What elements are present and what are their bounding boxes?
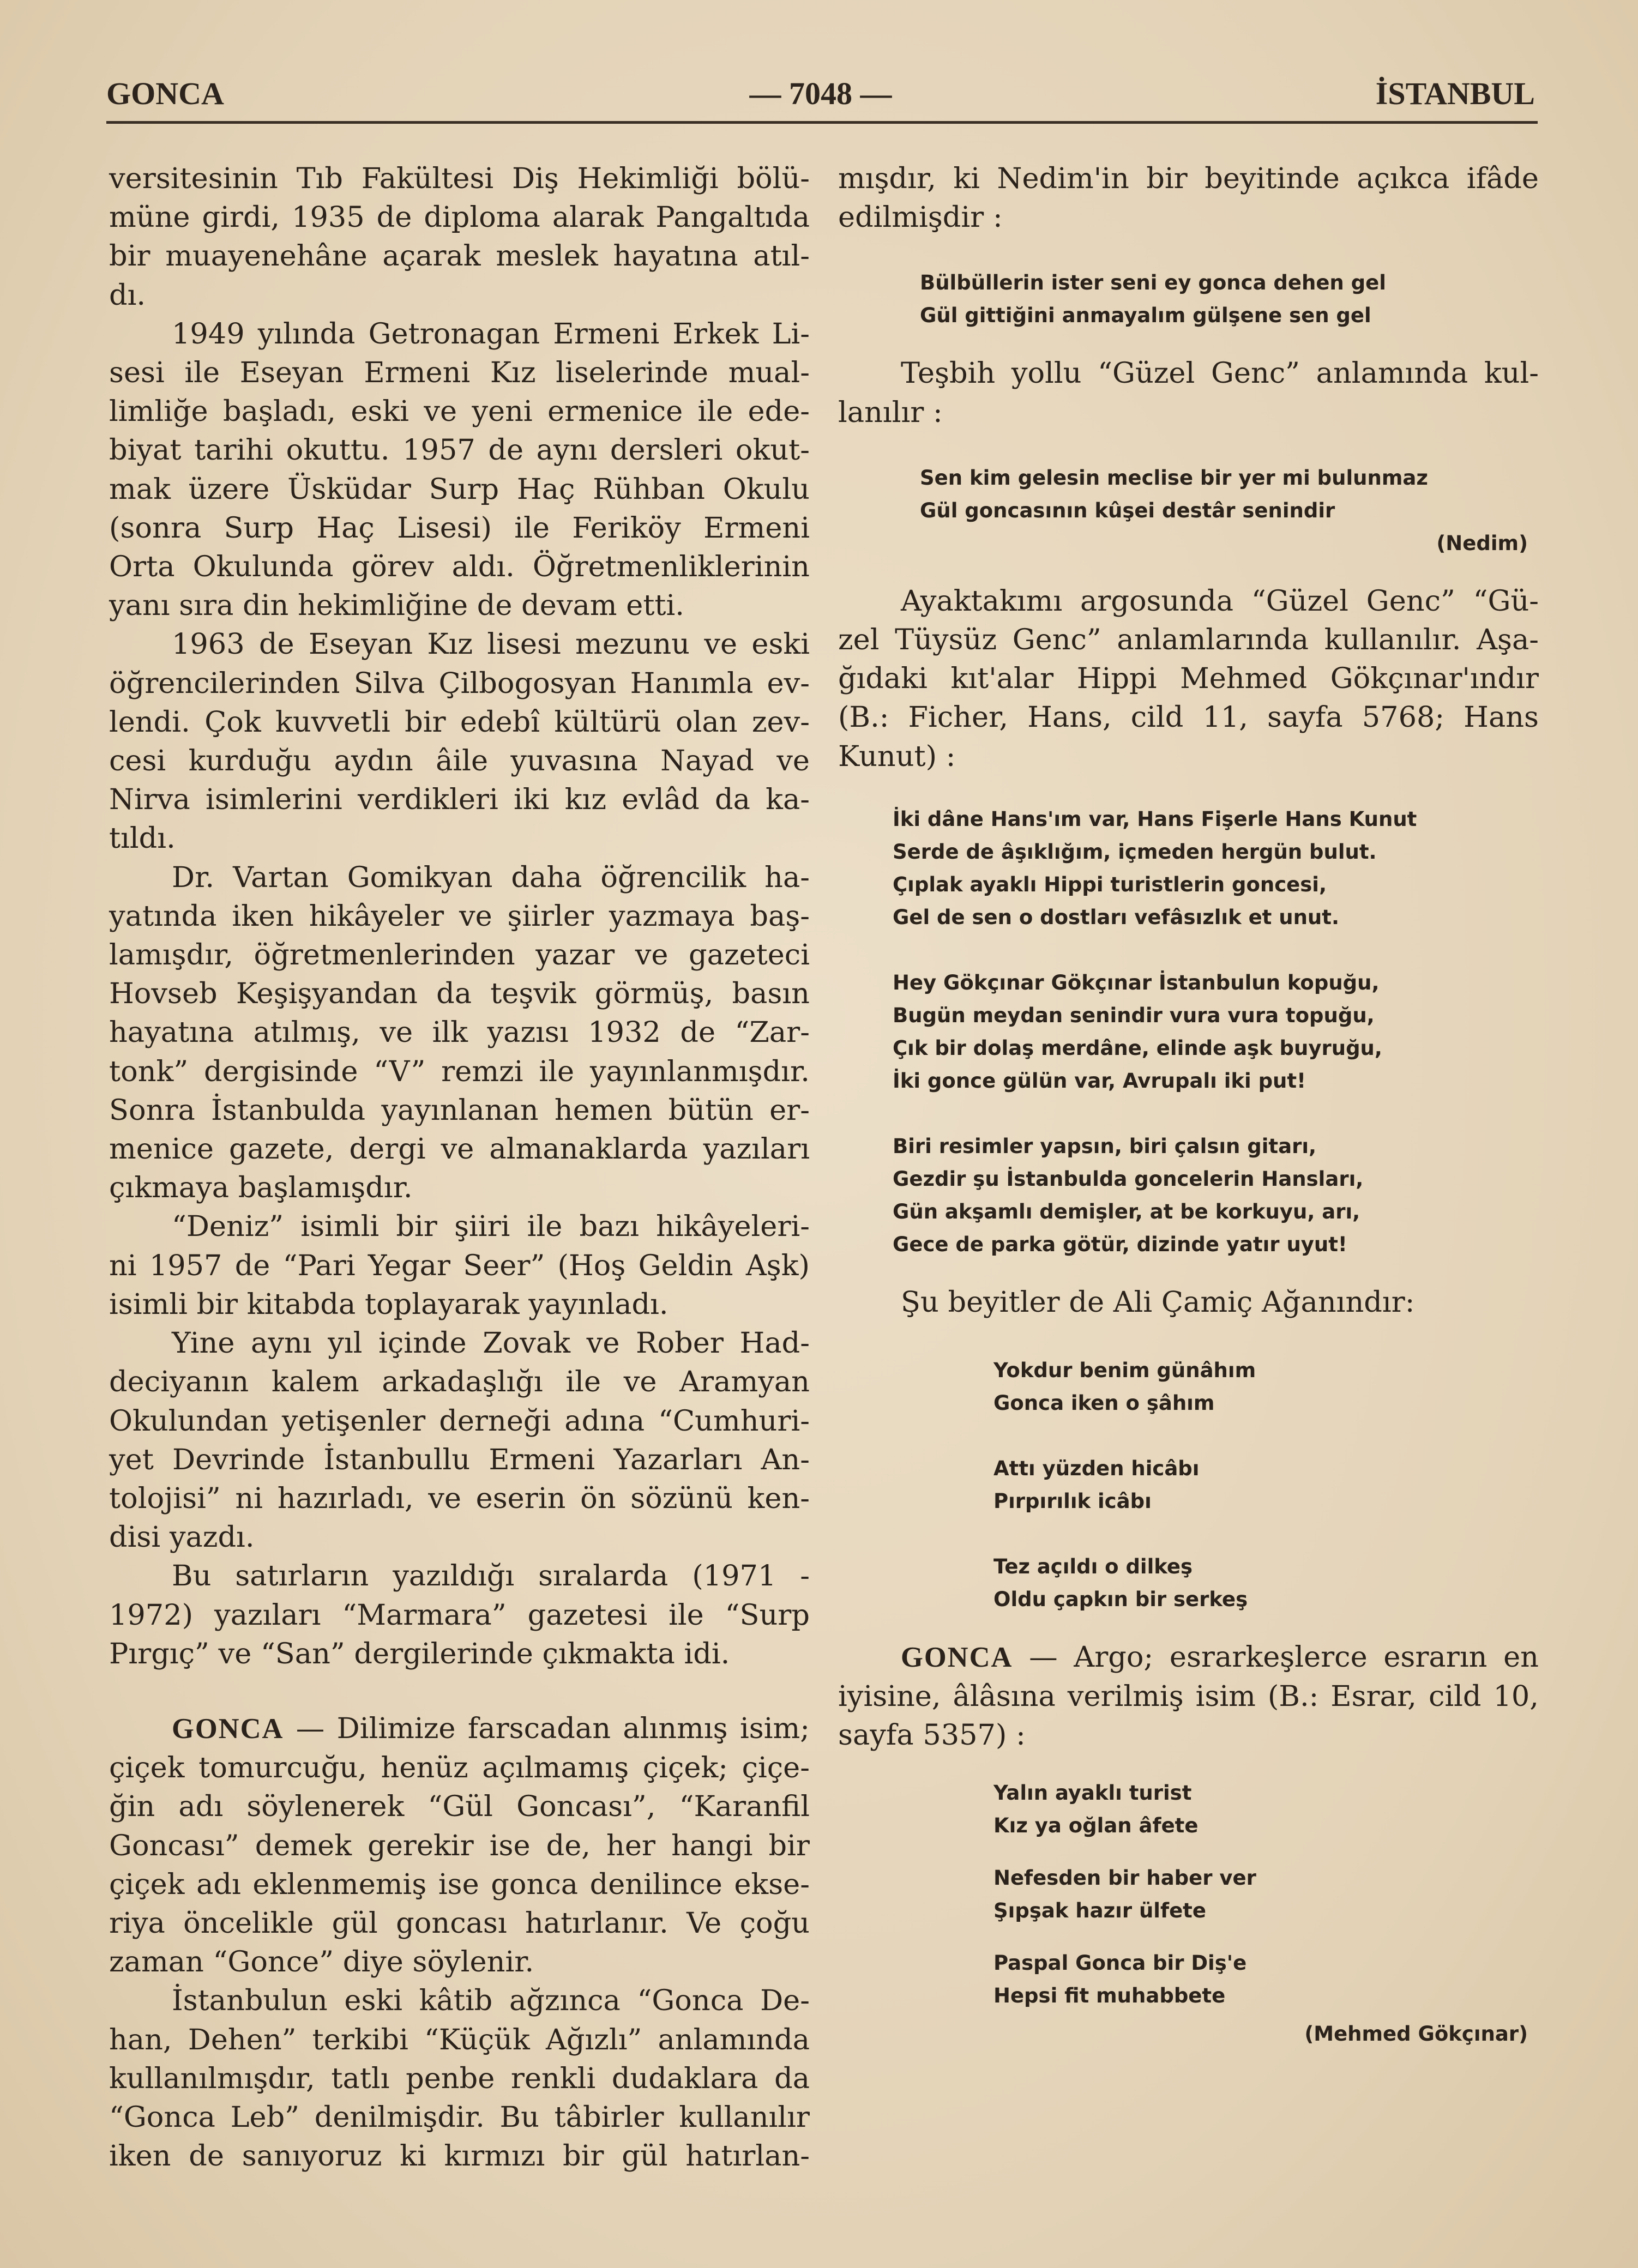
text-line: Hovseb Keşişyandan da teşvik görmüş, basın [109,977,810,1011]
poem-line: Gün akşamlı demişler, at be korkuyu, arı, [893,1199,1360,1223]
header-rule [106,121,1538,124]
paragraph [109,315,810,625]
paragraph [109,1557,810,1673]
paragraph [838,1283,1539,1322]
text-line: biyat tarihi okuttu. 1957 de aynı dersleri okut- [109,433,810,467]
text-line: Kunut) : [838,739,956,773]
paragraph [109,159,810,315]
poem-line: Bülbüllerin ister seni ey gonca dehen gel [920,271,1386,295]
text-line [109,1709,810,1748]
text-line: 1963 de Eseyan Kız lisesi mezunu ve eski [172,628,810,661]
poem-line: Biri resimler yapsın, biri çalsın gitarı, [893,1134,1317,1158]
text-line: Nirva isimlerini verdikleri iki kız evlâd da ka- [109,783,810,817]
paragraph [109,1207,810,1324]
text-line: iyisine, âlâsına verilmiş isim (B.: Esrar, cild 10, [838,1680,1539,1714]
text-line: çiçek adı eklenmemiş ise gonca denilince ekse- [109,1867,810,1901]
text-line: zel Tüysüz Genc” anlamlarında kullanılır. Aşa- [838,623,1539,657]
entry-term: GONCA [901,1642,1013,1674]
poem-line: Gezdir şu İstanbulda goncelerin Hansları, [893,1167,1364,1191]
paragraph [109,1981,810,2175]
poem-attribution: (Mehmed Gökçınar) [1304,2022,1528,2046]
header-left: GONCA [106,76,224,111]
paragraph [109,625,810,858]
text-line: Pırgıç” ve “San” dergilerinde çıkmakta idi. [109,1637,730,1670]
text-line: tolojisi” ni hazırladı, ve eserin ön sözünü ken- [109,1481,810,1515]
poem-line: Paspal Gonca bir Diş'e [993,1951,1247,1975]
poem-line: Hepsi fit muhabbete [993,1983,1226,2007]
poem-line: Gül gittiğini anmayalım gülşene sen gel [920,304,1371,328]
text-line: Goncası” demek gerekir ise de, her hangi bir [109,1829,810,1862]
text-line: isimli bir kitabda toplayarak yayınladı. [109,1287,669,1321]
text-line: Okulundan yetişenler derneği adına “Cumhuri- [109,1404,810,1438]
text-line: (B.: Ficher, Hans, cild 11, sayfa 5768; Hans [838,701,1539,734]
text-line: çiçek tomurcuğu, henüz açılmamış çiçek; çiçe- [109,1751,810,1785]
text-line: versitesinin Tıb Fakültesi Diş Hekimliği bölü- [109,162,810,195]
poem-hashish [993,1777,1539,2050]
poem-ali-camic [993,1354,1539,1616]
header-right: İSTANBUL [1375,76,1535,111]
page-header [106,71,1535,120]
text-line: Bu satırların yazıldığı sıralarda (1971 - [172,1559,810,1593]
poem-nedim-2 [920,462,1539,560]
text-line: cesi kurduğu aydın âile yuvasına Nayad ve [109,744,810,778]
text-line [838,1638,1539,1677]
poem-gokcinar [893,803,1539,1261]
text-line: tonk” dergisinde “V” remzi ile yayınlanmışdır. [109,1054,810,1088]
poem-line: Gül goncasının kûşei destâr senindir [920,498,1335,522]
poem-line: Gonca iken o şâhım [993,1391,1215,1415]
text-line: yet Devrinde İstanbullu Ermeni Yazarları An- [109,1443,810,1476]
text-line: disi yazdı. [109,1521,255,1554]
poem-line: Pırpırılık icâbı [993,1489,1152,1513]
text-line: bir muayenehâne açarak meslek hayatına atıl- [109,239,810,273]
text-line: zaman “Gonce” diye söylenir. [109,1945,534,1979]
poem-line: Nefesden bir haber ver [993,1866,1256,1890]
paragraph [838,159,1539,237]
text-span: — Argo; esrarkeşlerce esrarın en [1013,1640,1539,1674]
text-line: Dr. Vartan Gomikyan daha öğrencilik ha- [172,860,810,894]
poem-line: Hey Gökçınar Gökçınar İstanbulun kopuğu, [893,970,1380,994]
text-line: lendi. Çok kuvvetli bir edebî kültürü olan zev- [109,705,810,739]
text-line: mak üzere Üsküdar Surp Haç Rühban Okulu [109,472,810,506]
text-line: kullanılmışdır, tatlı penbe renkli dudaklara da [109,2061,810,2095]
text-line: “Gonca Leb” denilmişdir. Bu tâbirler kullanılır [109,2100,810,2134]
text-line: han, Dehen” terkibi “Küçük Ağızlı” anlamında [109,2023,810,2056]
text-line: Orta Okulunda görev aldı. Öğretmenliklerinin [109,550,810,584]
text-line: iken de sanıyoruz ki kırmızı bir gül hatırlan- [109,2139,810,2173]
poem-nedim-1 [920,267,1539,332]
poem-line: Bugün meydan senindir vura vura topuğu, [893,1003,1375,1027]
poem-line: Çıplak ayaklı Hippi turistlerin goncesi, [893,872,1327,896]
text-line: lamışdır, öğretmenlerinden yazar ve gazeteci [109,938,810,972]
poem-line: Çık bir dolaş merdâne, elinde aşk buyruğu, [893,1036,1382,1060]
text-line: Yine aynı yıl içinde Zovak ve Rober Had- [172,1326,810,1360]
poem-line: Gel de sen o dostları vefâsızlık et unut. [893,905,1340,929]
paragraph [109,858,810,1208]
poem-line: Tez açıldı o dilkeş [993,1555,1193,1579]
paragraph [838,582,1539,776]
text-line: 1949 yılında Getronagan Ermeni Erkek Li- [172,317,810,351]
text-line: tıldı. [109,822,176,855]
left-column [109,159,810,2175]
poem-line: Serde de âşıklığım, içmeden hergün bulut. [893,840,1377,864]
poem-line: Yalın ayaklı turist [993,1781,1192,1805]
poem-line: Sen kim gelesin meclise bir yer mi bulunmaz [920,466,1428,490]
right-column [838,159,1539,2050]
poem-line: Oldu çapkın bir serkeş [993,1588,1248,1612]
poem-attribution: (Nedim) [1436,531,1528,555]
text-line: dı. [109,278,146,312]
poem-line: Şıpşak hazır ülfete [993,1898,1206,1922]
text-line: ni 1957 de “Pari Yegar Seer” (Hoş Geldin Aşk) [109,1248,810,1282]
text-line: hayatına atılmış, ve ilk yazısı 1932 de “Zar- [109,1016,810,1049]
text-line: sayfa 5357) : [838,1718,1026,1752]
paragraph [838,1638,1539,1755]
text-line: Ayaktakımı argosunda “Güzel Genc” “Gü- [901,584,1539,618]
page-number: — 7048 — [749,76,892,111]
poem-line: Gece de parka götür, dizinde yatır uyut! [893,1232,1347,1256]
text-line: riya öncelikle gül goncası hatırlanır. Ve çoğu [109,1906,810,1940]
poem-line: İki gonce gülün var, Avrupalı iki put! [893,1069,1306,1093]
poem-line: Kız ya oğlan âfete [993,1813,1199,1837]
text-span: — Dilimize farscadan alınmış isim; [284,1711,810,1745]
text-line: Teşbih yollu “Güzel Genc” anlamında kul- [901,357,1539,390]
text-line: Şu beyitler de Ali Çamiç Ağanındır: [901,1285,1415,1319]
text-line: edilmişdir : [838,201,1003,234]
poem-line: İki dâne Hans'ım var, Hans Fişerle Hans Kunut [893,807,1417,831]
text-line: mışdır, ki Nedim'in bir beyitinde açıkca ifâde [838,162,1539,195]
text-line: yanı sıra din hekimliğine de devam etti. [109,589,684,623]
text-line: yatında iken hikâyeler ve şiirler yazmaya baş- [109,899,810,933]
paragraph [109,1324,810,1557]
text-line: müne girdi, 1935 de diploma alarak Pangaltıda [109,201,810,234]
poem-line: Attı yüzden hicâbı [993,1457,1200,1481]
text-line: (sonra Surp Haç Lisesi) ile Feriköy Ermeni [109,511,810,545]
text-line: Sonra İstanbulda yayınlanan hemen bütün er- [109,1093,810,1127]
text-line: “Deniz” isimli bir şiiri ile bazı hikâyeleri- [172,1210,810,1244]
text-line: İstanbulun eski kâtib ağzınca “Gonca De- [172,1984,810,2018]
poem-line: Yokdur benim günâhım [993,1359,1256,1383]
text-line: 1972) yazıları “Marmara” gazetesi ile “Surp [109,1598,810,1632]
text-line: menice gazete, dergi ve almanaklarda yazıları [109,1132,810,1166]
entry-term: GONCA [172,1712,284,1745]
text-line: lanılır : [838,395,943,429]
text-line: öğrencilerinden Silva Çilbogosyan Hanımla ev- [109,666,810,700]
paragraph [109,1709,810,1981]
text-line: sesi ile Eseyan Ermeni Kız liselerinde mual- [109,356,810,390]
paragraph [838,354,1539,431]
text-line: ğıdaki kıt'alar Hippi Mehmed Gökçınar'ındır [838,662,1539,696]
text-line: deciyanın kalem arkadaşlığı ile ve Aramyan [109,1365,810,1399]
text-line: çıkmaya başlamışdır. [109,1171,413,1205]
text-line: limliğe başladı, eski ve yeni ermenice ile ede- [109,395,810,429]
text-line: ğin adı söylenerek “Gül Goncası”, “Karanfil [109,1790,810,1824]
